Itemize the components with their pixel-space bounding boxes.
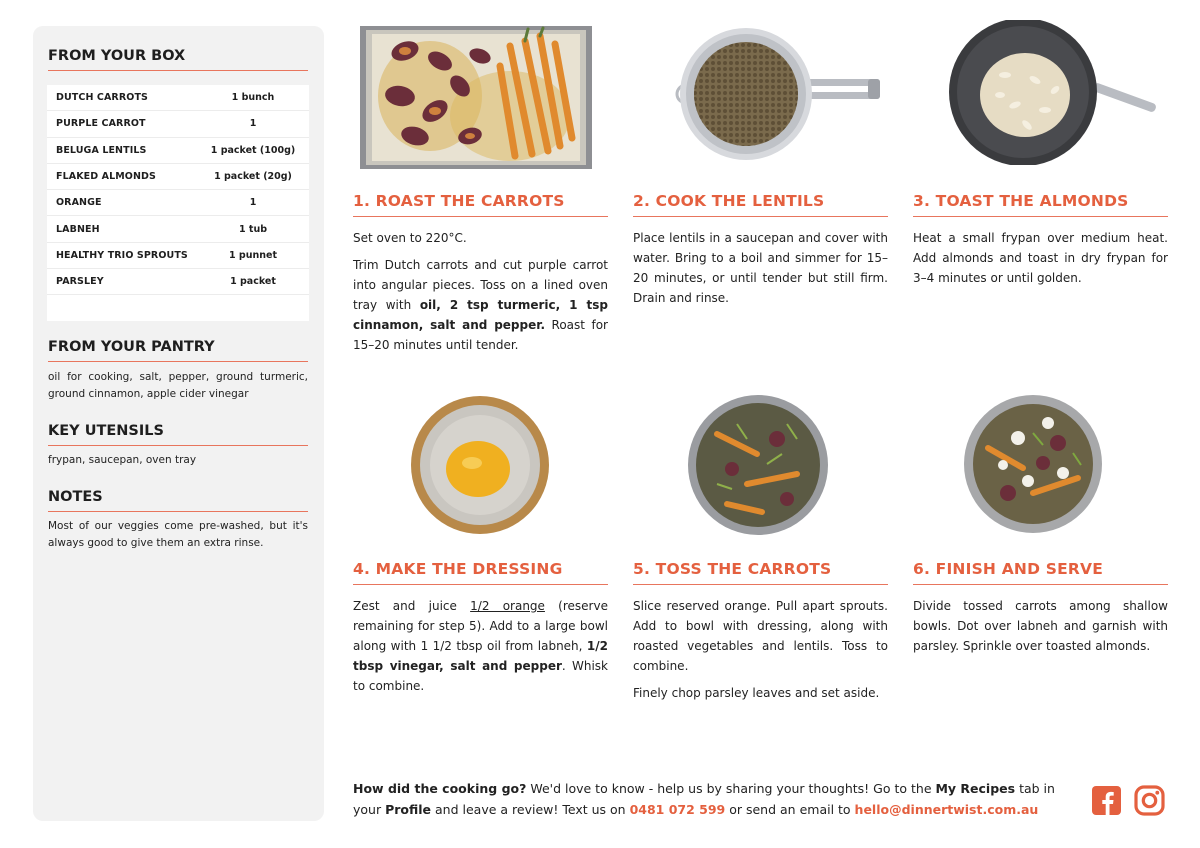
step-4-text-part: . Whisk to combine. [353,659,608,693]
step-1-text-part: Trim Dutch carrots and cut purple carrot into angular pieces. Toss on a lined oven tray with [353,258,608,312]
almonds-frypan-image [945,20,1165,165]
step-1-text: Set oven to 220°C. [353,231,467,245]
step-4-body [353,596,608,703]
step-3-text: Heat a small frypan over medium heat. Add almonds and toast in dry frypan for 3–4 minutes or until golden. [913,231,1168,285]
step-3-title: 3. TOAST THE ALMONDS [913,192,1168,217]
table-row [47,216,309,242]
footer-question: How did the cooking go? [353,781,527,796]
step-2-text: Place lentils in a saucepan and cover with water. Bring to a boil and simmer for 15–20 minutes, or until tender but still firm. Drain and rinse. [633,231,888,305]
box-ingredients-table [47,85,309,321]
footer-text: or send an email to [725,802,855,817]
notes-text: Most of our veggies come pre-washed, but it's always good to give them an extra rinse. [48,520,308,549]
key-utensils-heading: KEY UTENSILS [48,423,308,446]
footer-text: We'd love to know - help us by sharing your thoughts! Go to the [526,781,936,796]
phone-link[interactable]: 0481 072 599 [629,802,726,817]
roasted-carrots-tray-image [360,26,592,169]
step-4-text-part: Zest and juice [353,599,471,613]
table-row [47,243,309,269]
ingredient-name: LABNEH [56,223,100,235]
from-your-pantry-heading: FROM YOUR PANTRY [48,339,308,362]
step-1-body [353,228,608,362]
dressing-bowl-image [410,395,550,535]
step-3-body [913,228,1168,295]
table-row [47,85,309,111]
ingredients-sidebar [33,26,324,821]
ingredient-name: BELUGA LENTILS [56,144,147,156]
table-row [47,111,309,137]
from-your-box-heading: FROM YOUR BOX [48,48,308,71]
ingredient-qty: 1 [249,197,257,209]
ingredient-name: FLAKED ALMONDS [56,171,156,183]
footer-text: tab in your [353,781,1055,817]
pantry-text: oil for cooking, salt, pepper, ground turmeric, ground cinnamon, apple cider vinegar [48,371,308,400]
step-6-text: Divide tossed carrots among shallow bowls. Dot over labneh and garnish with parsley. Sprinkle over toasted almonds. [913,599,1168,653]
lentils-colander-image [668,24,883,166]
feedback-footer [353,778,1078,820]
email-link[interactable]: hello@dinnertwist.com.au [854,802,1039,817]
step-1-text-part: Roast for 15–20 minutes until tender. [353,318,608,352]
step-6-body [913,596,1168,663]
facebook-icon[interactable] [1091,785,1122,816]
step-2-body [633,228,888,315]
step-1-seasoning: oil, 2 tsp turmeric, 1 tsp cinnamon, salt and pepper. [353,298,608,332]
footer-text: and leave a review! Text us on [431,802,630,817]
finished-dish-bowl-image [963,393,1103,535]
step-1-title: 1. ROAST THE CARROTS [353,192,608,217]
ingredient-name: DUTCH CARROTS [56,92,148,104]
ingredient-name: ORANGE [56,197,102,209]
ingredient-qty: 1 tub [238,223,268,235]
step-4-seasoning: 1/2 tbsp vinegar, salt and pepper [353,639,608,673]
step-6-title: 6. FINISH AND SERVE [913,560,1168,585]
step-4-title: 4. MAKE THE DRESSING [353,560,608,585]
ingredient-qty: 1 bunch [231,92,275,104]
utensils-text: frypan, saucepan, oven tray [48,454,197,466]
table-row [47,269,309,295]
step-5-text-2: Finely chop parsley leaves and set aside. [633,686,880,700]
ingredient-name: PARSLEY [56,276,104,288]
tossed-carrots-bowl-image [687,394,829,536]
step-2-title: 2. COOK THE LENTILS [633,192,888,217]
instagram-icon[interactable] [1134,785,1165,816]
step-4-text [353,596,608,696]
notes-heading: NOTES [48,489,308,512]
ingredient-qty: 1 [249,118,257,130]
ingredient-qty: 1 packet (100g) [210,144,296,156]
step-5-text: Slice reserved orange. Pull apart sprouts. Add to bowl with dressing, along with roasted vegetables and lentils. Toss to combine. [633,599,888,673]
my-recipes-link[interactable]: My Recipes [935,781,1016,796]
table-row [47,164,309,190]
table-row [47,138,309,164]
ingredient-qty: 1 packet (20g) [214,171,292,183]
step-4-orange: 1/2 orange [470,599,545,613]
ingredient-qty: 1 punnet [229,249,277,261]
profile-link[interactable]: Profile [385,802,432,817]
step-1-text-2 [353,255,608,355]
ingredient-name: HEALTHY TRIO SPROUTS [56,249,188,261]
step-5-body [633,596,888,710]
step-4-text-part: (reserve remaining for step 5). Add to a large bowl along with 1 1/2 tbsp oil from labneh, [353,599,608,653]
table-row [47,190,309,216]
step-5-title: 5. TOSS THE CARROTS [633,560,888,585]
ingredient-name: PURPLE CARROT [56,118,146,130]
ingredient-qty: 1 packet [230,276,276,288]
